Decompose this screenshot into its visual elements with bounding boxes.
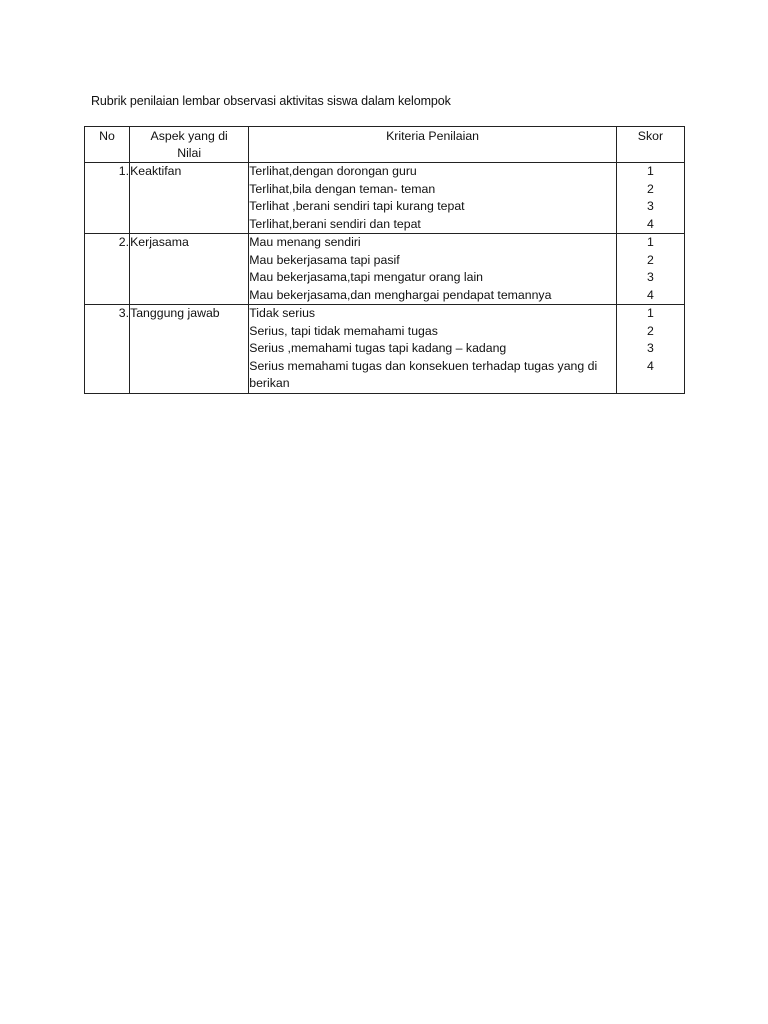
row-aspek: Keaktifan bbox=[130, 163, 249, 234]
header-aspek-line2: Nilai bbox=[177, 146, 202, 160]
row-skor bbox=[616, 305, 684, 394]
row-kriteria bbox=[249, 163, 617, 234]
skor-item: 2 bbox=[647, 252, 654, 267]
table-row bbox=[85, 163, 685, 234]
kriteria-item: Mau bekerjasama,tapi mengatur orang lain bbox=[249, 270, 484, 284]
skor-item: 4 bbox=[647, 216, 654, 231]
row-kriteria bbox=[249, 234, 617, 305]
kriteria-item: Mau bekerjasama tapi pasif bbox=[249, 252, 400, 267]
kriteria-item: Serius, tapi tidak memahami tugas bbox=[249, 323, 438, 338]
kriteria-item: Serius ,memahami tugas tapi kadang – kadang bbox=[249, 341, 507, 355]
header-aspek-line1: Aspek yang di bbox=[150, 129, 228, 143]
skor-item: 3 bbox=[647, 270, 654, 284]
header-no: No bbox=[85, 127, 130, 163]
kriteria-item: Terlihat,bila dengan teman- teman bbox=[249, 181, 436, 196]
document-title: Rubrik penilaian lembar observasi aktivitas siswa dalam kelompok bbox=[91, 94, 451, 108]
kriteria-item: Mau menang sendiri bbox=[249, 235, 361, 249]
skor-item: 2 bbox=[647, 323, 654, 338]
skor-item: 3 bbox=[647, 199, 654, 213]
row-number: 2. bbox=[85, 234, 130, 305]
skor-item: 1 bbox=[647, 306, 654, 320]
kriteria-item: Terlihat ,berani sendiri tapi kurang tepat bbox=[249, 199, 465, 213]
header-kriteria: Kriteria Penilaian bbox=[249, 127, 617, 163]
kriteria-item: Terlihat,dengan dorongan guru bbox=[249, 164, 417, 178]
table-row bbox=[85, 234, 685, 305]
row-skor bbox=[616, 163, 684, 234]
skor-item: 1 bbox=[647, 235, 654, 249]
skor-item: 4 bbox=[647, 358, 654, 373]
row-kriteria bbox=[249, 305, 617, 394]
kriteria-item: Serius memahami tugas dan konsekuen terhadap tugas yang di berikan bbox=[249, 358, 598, 390]
kriteria-item: Mau bekerjasama,dan menghargai pendapat temannya bbox=[249, 287, 552, 302]
row-number: 3. bbox=[85, 305, 130, 394]
header-aspek bbox=[130, 127, 249, 163]
row-skor bbox=[616, 234, 684, 305]
row-aspek: Kerjasama bbox=[130, 234, 249, 305]
kriteria-item: Terlihat,berani sendiri dan tepat bbox=[249, 216, 421, 231]
table-row bbox=[85, 305, 685, 394]
skor-item: 1 bbox=[647, 164, 654, 178]
skor-item: 2 bbox=[647, 181, 654, 196]
header-skor: Skor bbox=[616, 127, 684, 163]
rubric-table bbox=[84, 126, 685, 394]
kriteria-item: Tidak serius bbox=[249, 306, 316, 320]
row-aspek: Tanggung jawab bbox=[130, 305, 249, 394]
row-number: 1. bbox=[85, 163, 130, 234]
skor-item: 3 bbox=[647, 341, 654, 355]
skor-item: 4 bbox=[647, 287, 654, 302]
table-header-row bbox=[85, 127, 685, 163]
